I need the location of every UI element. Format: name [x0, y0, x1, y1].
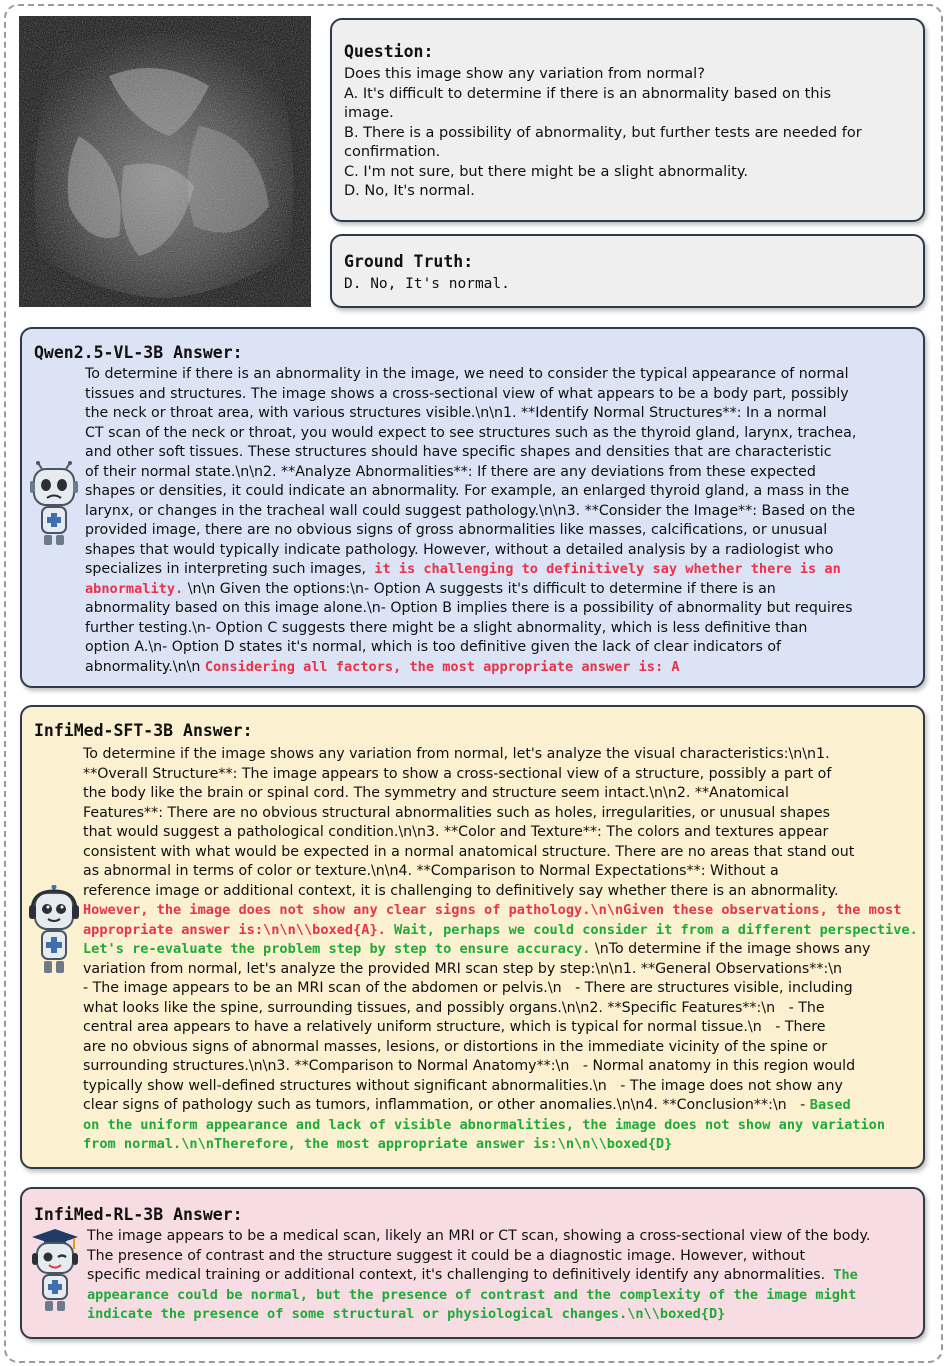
qwen-answer-box: [20, 327, 925, 688]
final-answer-green: indicate the presence of some structural or physiological changes.\n\\boxed{D}: [87, 1306, 726, 1322]
answer-line: and other soft tissues. These structures should have specific shapes and densities that are characteristic: [85, 444, 832, 460]
answer-line: [83, 940, 918, 960]
final-answer-red: Considering all factors, the most appropriate answer is: A: [204, 658, 680, 675]
answer-line: Features**: There are no obvious structural abnormalities such as holes, irregularities, or unusual shapes: [83, 804, 831, 821]
answer-line: are no obvious signs of abnormal masses, lesions, or distortions in the immediate vicinity of the spine or: [83, 1038, 828, 1055]
answer-line: the neck or throat area, with various structures visible.\n\n1. **Identify Normal Structures**: In a normal: [85, 405, 827, 421]
highlight-green: Let's re-evaluate the problem step by step to ensure accuracy.: [83, 941, 591, 957]
option-b-line: confirmation.: [344, 144, 441, 160]
option-a-line: image.: [344, 105, 394, 121]
answer-line: [83, 1096, 918, 1116]
final-answer-green: from normal.\n\nTherefore, the most appropriate answer is:\n\n\\boxed{D}: [83, 1136, 673, 1152]
answer-line: [85, 580, 856, 600]
answer-line: larynx, or changes in the tracheal wall could suggest pathology.\n\n3. **Consider the Image**: Based on the: [85, 502, 856, 519]
mri-scan-image: [19, 16, 311, 307]
answer-line: shapes that would typically indicate pathology. However, without a detailed analysis by a radiologist who: [85, 541, 834, 558]
rl-heading: InfiMed-RL-3B Answer:: [34, 1205, 243, 1224]
ground-truth-box: [330, 234, 925, 308]
answer-line: shapes or densities, it could indicate an abnormality. For example, an enlarged thyroid gland, a mass in the: [85, 483, 850, 499]
option-b-line: B. There is a possibility of abnormality, but further tests are needed for: [344, 124, 862, 141]
plain-span: specializes in interpreting such images,: [85, 561, 367, 577]
answer-line: - The image appears to be an MRI scan of the abdomen or pelvis.\n - There are structures visible, including: [83, 980, 853, 996]
highlight-red: appropriate answer is:\n\n\\boxed{A}.: [83, 921, 386, 938]
answer-line: The presence of contrast and the structure suggest it could be a diagnostic image. However, without: [87, 1247, 806, 1264]
answer-line: typically show well-defined structures without significant abnormalities.\n - The image does not show any: [83, 1077, 843, 1094]
answer-line: To determine if the image shows any variation from normal, let's analyze the visual characteristics:\n\n1.: [83, 746, 830, 762]
answer-line: that would suggest a pathological condition.\n\n3. **Color and Texture**: The colors and textures appear: [83, 824, 829, 840]
question-box: [330, 18, 925, 222]
highlight-green: Based: [809, 1097, 851, 1113]
answer-line: reference image or additional context, it is challenging to definitively say whether there is an abnormality.: [83, 882, 839, 899]
answer-line: [83, 921, 918, 941]
option-a-line: A. It's difficult to determine if there is an abnormality based on this: [344, 85, 832, 102]
qwen-heading: Qwen2.5-VL-3B Answer:: [34, 343, 243, 362]
question-heading: Question:: [344, 42, 434, 61]
answer-line: [87, 1266, 870, 1286]
answer-line: [85, 560, 856, 580]
answer-line: [85, 658, 856, 678]
graduate-robot-icon: [30, 1227, 80, 1317]
ground-truth-answer: D. No, It's normal.: [344, 276, 510, 292]
sft-heading: InfiMed-SFT-3B Answer:: [34, 721, 253, 740]
answer-line: The image appears to be a medical scan, likely an MRI or CT scan, showing a cross-sectional view of the body.: [87, 1228, 871, 1244]
answer-line: the body like the brain or spinal cord. The symmetry and structure seem intact.\n\n2. **Anatomical: [83, 785, 789, 801]
highlight-red: abnormality.: [85, 580, 184, 597]
answer-line: variation from normal, let's analyze the provided MRI scan step by step:\n\n1. **General Observations**:\n: [83, 960, 843, 977]
highlight-red: it is challenging to definitively say whether there is an: [366, 561, 841, 577]
highlight-green: on the uniform appearance and lack of visible abnormalities, the image does not show any variation: [83, 1116, 886, 1133]
option-c-line: C. I'm not sure, but there might be a slight abnormality.: [344, 163, 748, 180]
answer-line: To determine if there is an abnormality in the image, we need to consider the typical appearance of normal: [85, 366, 849, 382]
qwen-answer-text: [85, 365, 856, 677]
question-text: [344, 65, 862, 202]
answer-line: of their normal state.\n\n2. **Analyze Abnormalities**: If there are any deviations from these expected: [85, 463, 816, 480]
plain-span: \n\n Given the options:\n- Option A suggests it's difficult to determine if there is an: [183, 580, 776, 597]
sad-robot-icon: [28, 461, 80, 555]
plain-span: \nTo determine if the image shows any: [590, 941, 871, 957]
answer-line: tissues and structures. The image shows a cross-sectional view of what appears to be a body part, possibly: [85, 385, 849, 402]
option-d-line: D. No, It's normal.: [344, 183, 475, 199]
rl-answer-text: [87, 1227, 870, 1325]
answer-line: central area appears to have a relatively uniform structure, which is typical for normal tissue.\n - There: [83, 1019, 826, 1035]
plain-span: clear signs of pathology such as tumors, inflammation, or other anomalies.\n\n4. **Conclusion**:\n -: [83, 1097, 810, 1113]
highlight-green: appearance could be normal, but the presence of contrast and the complexity of the image might: [87, 1286, 857, 1303]
answer-line: provided image, there are no obvious signs of gross abnormalities like masses, calcifications, or unusual: [85, 522, 828, 538]
answer-line: surrounding structures.\n\n3. **Comparison to Normal Anatomy**:\n - Normal anatomy in this region would: [83, 1058, 856, 1074]
highlight-green: The: [825, 1267, 858, 1283]
rl-answer-box: [20, 1187, 925, 1339]
sft-answer-box: [20, 705, 925, 1169]
answer-line: further testing.\n- Option C suggests there might be a slight abnormality, which is less definitive than: [85, 619, 808, 636]
answer-line: **Overall Structure**: The image appears to show a cross-sectional view of a structure, possibly a part of: [83, 765, 832, 782]
question-line: Does this image show any variation from normal?: [344, 66, 705, 82]
answer-line: as abnormal in terms of color or texture.\n\n4. **Comparison to Normal Expectations**: Without a: [83, 863, 779, 879]
highlight-green: Wait, perhaps we could consider it from a different perspective.: [385, 921, 918, 938]
plain-span: specific medical training or additional context, it's challenging to definitively identify any abnormalities.: [87, 1267, 826, 1283]
plain-span: abnormality.\n\n: [85, 658, 205, 675]
answer-line: consistent with what would be expected in a normal anatomical structure. There are no areas that stand out: [83, 843, 855, 860]
answer-line: abnormality based on this image alone.\n- Option B implies there is a possibility of abnormality but requires: [85, 600, 853, 616]
answer-line: CT scan of the neck or throat, you would expect to see structures such as the thyroid gland, larynx, trachea,: [85, 424, 857, 441]
answer-line: what looks like the spine, surrounding tissues, and possibly organs.\n\n2. **Specific Features**:\n - The: [83, 999, 825, 1016]
highlight-red: However, the image does not show any clear signs of pathology.\n\nGiven these observations, the most: [83, 902, 902, 918]
sft-answer-text: [83, 745, 918, 1155]
headphone-robot-icon: [28, 885, 80, 985]
ground-truth-heading: Ground Truth:: [344, 252, 474, 271]
answer-line: option A.\n- Option D states it's normal, which is too definitive given the lack of clear indicators of: [85, 639, 782, 655]
